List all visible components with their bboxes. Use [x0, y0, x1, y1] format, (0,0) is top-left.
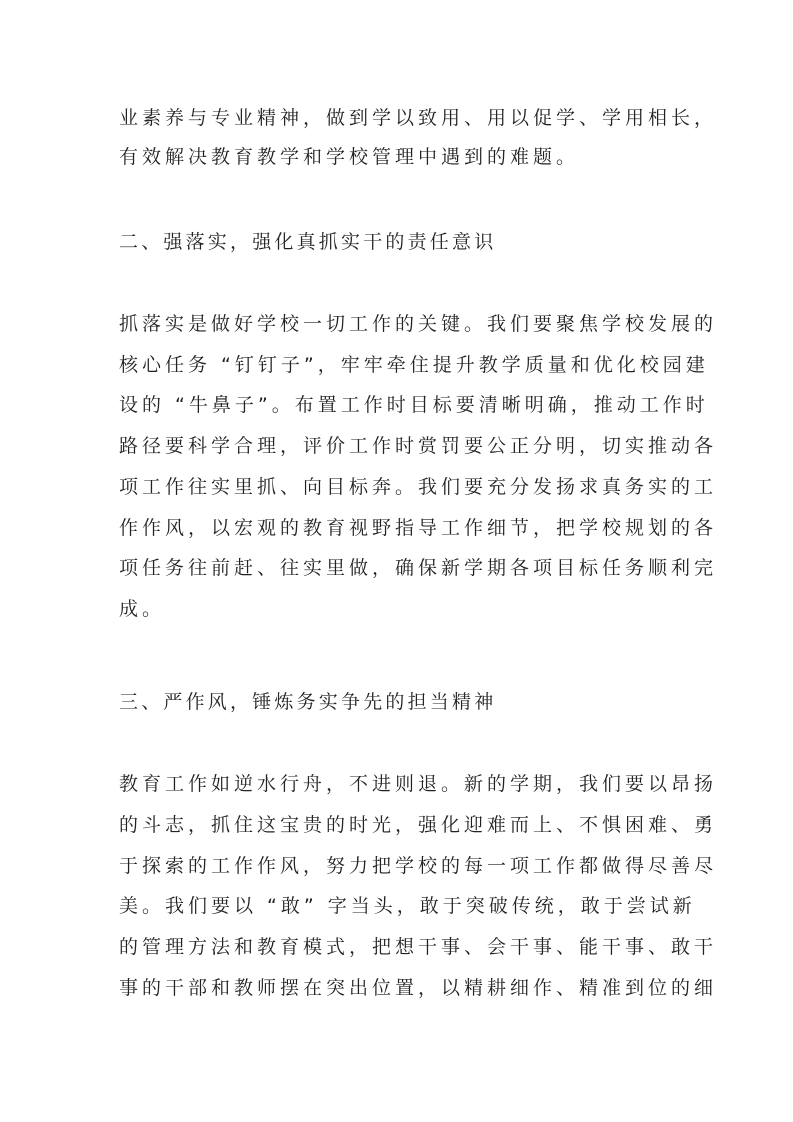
paragraph-line: 事的干部和教师摆在突出位置，以精耕细作、精准到位的细	[119, 977, 718, 999]
paragraph-line: 路径要科学合理，评价工作时赏罚要公正分明，切实推动各	[119, 435, 718, 457]
section-heading-3: 三、严作风，锤炼务实争先的担当精神	[119, 691, 497, 713]
paragraph-line: 教育工作如逆水行舟，不进则退。新的学期，我们要以昂扬	[119, 773, 718, 795]
paragraph-line: 成。	[119, 598, 166, 620]
paragraph-line: 美。我们要以 “敢” 字当头，敢于突破传统，敢于尝试新	[119, 895, 696, 917]
paragraph-line: 的管理方法和教育模式，把想干事、会干事、能干事、敢干	[119, 936, 718, 958]
paragraph-line: 设的 “牛鼻子”。布置工作时目标要清晰明确，推动工作时	[119, 394, 709, 416]
paragraph-line: 有效解决教育教学和学校管理中遇到的难题。	[119, 146, 580, 168]
paragraph-line: 核心任务 “钉钉子”，牢牢牵住提升教学质量和优化校园建	[119, 354, 709, 376]
paragraph-line: 的斗志，抓住这宝贵的时光，强化迎难而上、不惧困难、勇	[119, 814, 718, 836]
paragraph-line: 项任务往前赶、往实里做，确保新学期各项目标任务顺利完	[119, 557, 718, 579]
paragraph-line: 项工作往实里抓、向目标奔。我们要充分发扬求真务实的工	[119, 476, 718, 498]
paragraph-line: 抓落实是做好学校一切工作的关键。我们要聚焦学校发展的	[119, 313, 718, 335]
paragraph-line: 于探索的工作作风，努力把学校的每一项工作都做得尽善尽	[119, 855, 718, 877]
section-heading-2: 二、强落实，强化真抓实干的责任意识	[119, 231, 497, 253]
paragraph-line: 业素养与专业精神，做到学以致用、用以促学、学用相长，	[119, 107, 718, 129]
paragraph-line: 作作风，以宏观的教育视野指导工作细节，把学校规划的各	[119, 517, 718, 539]
